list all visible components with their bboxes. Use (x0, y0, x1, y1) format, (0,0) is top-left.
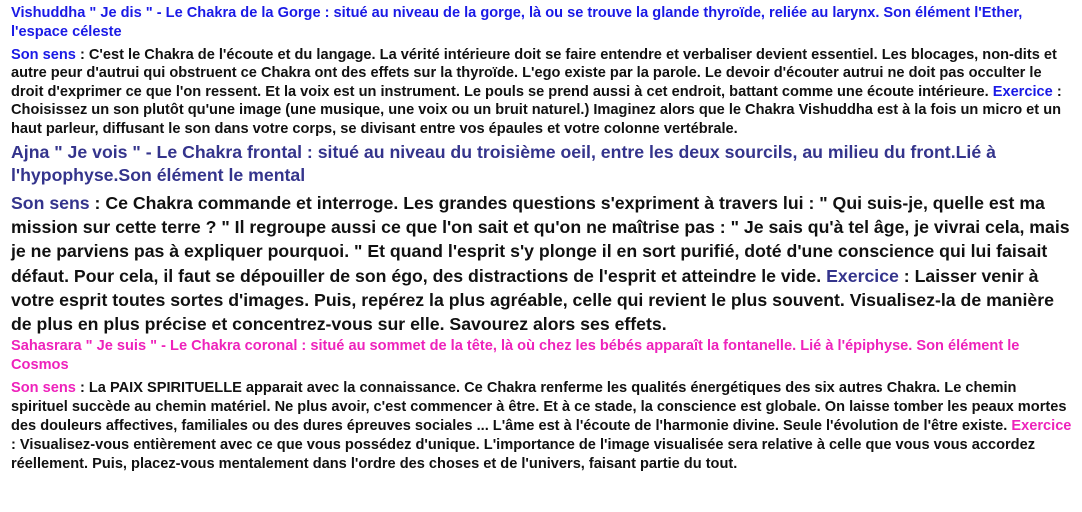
sens-text: : La PAIX SPIRITUELLE apparait avec la connaissance. Ce Chakra renferme les qualités énergétiques des six autres Chakra. Le chemin spirituel succède au chemin matériel. Ne plus avoir, c'est commencer à être. Et à ce stade, la conscience est globale. On laisse tomber les peaux mortes des douleurs affectives, familiales ou des dures épreuves sociales ... L'âme est à l'écoute de l'harmonie divine. Seule l'évolution de l'être existe. (11, 380, 1067, 435)
paragraph-ajna (11, 191, 1075, 336)
exercice-label: Exercice (1011, 418, 1072, 435)
exercice-label: Exercice (826, 265, 899, 286)
heading-vishuddha: Vishuddha " Je dis " - Le Chakra de la Gorge : situé au niveau de la gorge, là ou se trouve la glande thyroïde, reliée au larynx. Son élément l'Ether, l'espace céleste (11, 5, 1023, 40)
sens-text: : Ce Chakra commande et interroge. Les grandes questions s'expriment à travers lui : " Qui suis-je, quelle est ma mission sur cette terre ? " Il regroupe aussi ce que l'on sait et qu'on ne maîtrise pas : " Je sais qu'à tel âge, je vivrai cela, mais je ne parviens pas à expliquer pourquoi. " Et quand l'esprit s'y plonge il en sort purifié, doté d'une conscience qui lui faisait défaut. Pour cela, il faut se dépouiller de son égo, des distractions de l'esprit et atteindre le vide. (11, 193, 1070, 286)
exercice-text: : Visualisez-vous entièrement avec ce que vous possédez d'unique. L'importance de l'image visualisée sera relative à celle que vous vous accordez réellement. Puis, placez-vous mentalement dans l'ordre des choses et de l'univers, faisant partie du tout. (11, 437, 1035, 473)
chakra-article (11, 4, 1075, 474)
heading-sahasrara: Sahasrara " Je suis " - Le Chakra coronal : situé au sommet de la tête, là où chez les bébés apparaît la fontanelle. Lié à l'épiphyse. Son élément le Cosmos (11, 338, 1020, 374)
sens-label: Son sens (11, 193, 90, 214)
section-sahasrara (11, 337, 1075, 474)
exercice-label: Exercice (992, 83, 1053, 100)
sens-text: : C'est le Chakra de l'écoute et du langage. La vérité intérieure doit se faire entendre et verbaliser devient essentiel. Les blocages, non-dits et autre peur d'autrui qui obstruent ce Chakra ont des effets sur la thyroïde. L'ego existe par la parole. Le devoir d'écouter autrui ne doit pas occulter le droit d'exprimer ce que l'on ressent. Et la voix est un instrument. Le pouls se prend aussi à cet endroit, battant comme une écoute intérieure. (11, 47, 1057, 100)
exercice-text: : Laisser venir à votre esprit toutes sortes d'images. Puis, repérez la plus agréable, celle qui revient le plus souvent. Visualisez-la de manière de plus en plus précise et concentrez-vous sur elle. Savourez alors ses effets. (11, 265, 1054, 335)
paragraph-vishuddha (11, 46, 1075, 138)
exercice-text: : Choisissez un son plutôt qu'une image (une musique, une voix ou un bruit naturel.) Imaginez alors que le Chakra Vishuddha est à la fois un micro et un haut parleur, diffusant le son dans votre corps, se divisant entre vos épaules et votre colonne vertébrale. (11, 83, 1062, 137)
sens-label: Son sens (11, 47, 76, 63)
section-vishuddha (11, 4, 1075, 138)
heading-ajna: Ajna " Je vois " - Le Chakra frontal : situé au niveau du troisième oeil, entre les deux sourcils, au milieu du front.Lié à l'hypophyse.Son élément le mental (11, 142, 996, 186)
paragraph-sahasrara (11, 379, 1075, 474)
sens-label: Son sens (11, 380, 76, 397)
section-ajna (11, 141, 1075, 336)
